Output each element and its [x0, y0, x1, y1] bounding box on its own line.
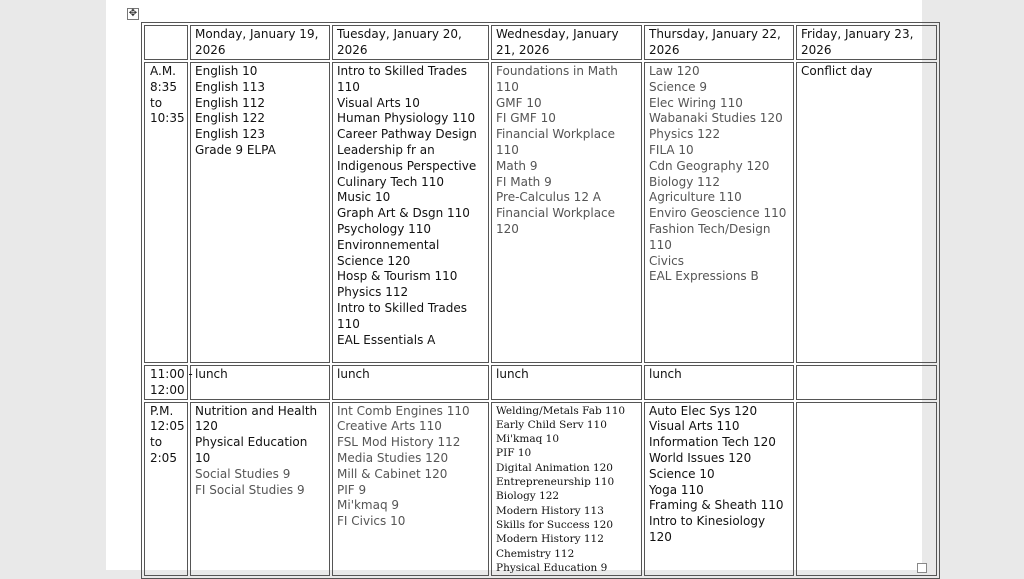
pm-thursday-cell[interactable]: [644, 402, 794, 577]
cell-line: Mi'kmaq 9: [337, 498, 400, 513]
cell-line: Psychology 110: [337, 221, 432, 236]
cell-line: 8:35: [150, 79, 177, 94]
cell-line: Leadership fr an Indigenous Perspective: [337, 142, 477, 173]
cell-line: Wabanaki Studies 120: [649, 111, 783, 126]
cell-line: Intro to Kinesiology 120: [649, 514, 766, 544]
cell-line: FI Math 9: [496, 174, 552, 189]
lunch-thursday-cell[interactable]: lunch: [644, 365, 794, 400]
exam-schedule-table: [141, 22, 940, 579]
header-cell-friday[interactable]: Friday, January 23, 2026: [796, 25, 937, 60]
cell-line: Enviro Geoscience 110: [649, 206, 787, 221]
cell-line: Early Child Serv 110: [496, 418, 607, 431]
pm-time-cell[interactable]: [144, 402, 188, 577]
cell-line: PIF 10: [496, 447, 532, 460]
cell-line: 11:00 -: [150, 367, 193, 381]
cell-line: Creative Arts 110: [337, 419, 442, 434]
cell-line: Biology 122: [496, 490, 560, 503]
am-monday-cell[interactable]: [190, 62, 330, 363]
lunch-friday-cell[interactable]: [796, 365, 937, 400]
lunch-wednesday-cell[interactable]: lunch: [491, 365, 642, 400]
cell-line: 2:05: [150, 450, 177, 465]
cell-line: English 123: [195, 127, 266, 142]
cell-line: Biology 112: [649, 174, 721, 189]
cell-line: Intro to Skilled Trades 110: [337, 64, 468, 94]
cell-line: Modern History 112: [496, 533, 604, 546]
cell-line: Nutrition and Health 120: [195, 403, 318, 434]
pm-row: [144, 402, 937, 577]
cell-line: A.M.: [150, 64, 176, 78]
cell-line: Digital Animation 120: [496, 461, 613, 474]
pm-monday-black-list: [195, 404, 325, 467]
pm-monday-gray-list: [195, 467, 325, 499]
am-time-cell[interactable]: [144, 62, 188, 363]
cell-line: GMF 10: [496, 95, 542, 110]
table-move-handle-icon[interactable]: ✥: [128, 8, 138, 19]
lunch-time-cell[interactable]: [144, 365, 193, 400]
cell-line: FI Civics 10: [337, 514, 406, 529]
cell-line: Framing & Sheath 110: [649, 498, 784, 513]
cell-line: Music 10: [337, 190, 391, 205]
cell-line: English 10: [195, 64, 258, 78]
cell-line: Entrepreneurship 110: [496, 476, 615, 489]
cell-line: Information Tech 120: [649, 435, 776, 450]
cell-line: Intro to Skilled Trades 110: [337, 300, 468, 331]
pm-wednesday-cell[interactable]: [491, 402, 642, 577]
cell-line: Agriculture 110: [649, 190, 742, 205]
cell-line: English 122: [195, 111, 266, 126]
lunch-tuesday-cell[interactable]: lunch: [332, 365, 489, 400]
cell-line: 12:05: [150, 419, 185, 434]
cell-line: Welding/Metals Fab 110: [496, 404, 626, 417]
cell-line: Elec Wiring 110: [649, 95, 743, 110]
pm-friday-cell[interactable]: [796, 402, 937, 577]
lunch-monday-cell[interactable]: lunch: [190, 365, 330, 400]
cell-line: Visual Arts 110: [649, 419, 740, 434]
cell-line: Yoga 110: [649, 482, 704, 497]
am-wednesday-cell[interactable]: [491, 62, 642, 363]
cell-line: 10:35: [150, 111, 185, 126]
cell-line: Physics 122: [649, 127, 721, 142]
cell-line: FI GMF 10: [496, 111, 556, 126]
am-row: [144, 62, 937, 363]
cell-line: Physics 112: [337, 285, 409, 300]
header-cell-time[interactable]: [144, 25, 188, 60]
cell-line: Mi'kmaq 10: [496, 433, 559, 446]
cell-line: EAL Essentials A: [337, 332, 436, 347]
cell-line: to: [150, 435, 163, 450]
cell-line: Culinary Tech 110: [337, 174, 445, 189]
cell-line: to: [150, 95, 163, 110]
cell-line: Graph Art & Dsgn 110: [337, 206, 470, 221]
cell-line: World Issues 120: [649, 450, 752, 465]
cell-line: Law 120: [649, 64, 700, 78]
table-resize-handle[interactable]: [917, 563, 927, 573]
cell-line: Media Studies 120: [337, 450, 449, 465]
am-tuesday-cell[interactable]: [332, 62, 489, 363]
header-cell-thursday[interactable]: Thursday, January 22, 2026: [644, 25, 794, 60]
cell-line: Mill & Cabinet 120: [337, 466, 448, 481]
cell-line: Chemistry 112: [496, 547, 575, 560]
cell-line: Science 9: [649, 79, 707, 94]
cell-line: Conflict day: [801, 64, 873, 78]
cell-line: FI Social Studies 9: [195, 482, 305, 497]
cell-line: Visual Arts 10: [337, 95, 420, 110]
cell-line: Environnemental Science 120: [337, 237, 440, 268]
cell-line: FILA 10: [649, 142, 694, 157]
cell-line: Cdn Geography 120: [649, 158, 770, 173]
cell-line: FSL Mod History 112: [337, 435, 461, 450]
cell-line: Civics: [649, 253, 684, 268]
cell-line: Foundations in Math 110: [496, 64, 618, 94]
lunch-row: [144, 365, 937, 400]
cell-line: Financial Workplace 110: [496, 127, 616, 157]
header-cell-wednesday[interactable]: Wednesday, January 21, 2026: [491, 25, 642, 60]
pm-monday-cell[interactable]: [190, 402, 330, 577]
header-cell-monday[interactable]: Monday, January 19, 2026: [190, 25, 330, 60]
cell-line: Human Physiology 110: [337, 111, 476, 126]
cell-line: PIF 9: [337, 482, 367, 497]
cell-line: 12:00: [150, 382, 185, 397]
cell-line: Fashion Tech/Design 110: [649, 221, 771, 252]
cell-line: English 113: [195, 79, 266, 94]
cell-line: Math 9: [496, 158, 538, 173]
cell-line: Pre-Calculus 12 A: [496, 190, 601, 205]
cell-line: Social Studies 9: [195, 466, 291, 481]
am-friday-cell[interactable]: [796, 62, 937, 363]
cell-line: English 112: [195, 95, 266, 110]
cell-line: Auto Elec Sys 120: [649, 403, 758, 418]
cell-line: Int Comb Engines 110: [337, 403, 470, 418]
cell-line: EAL Expressions B: [649, 269, 759, 284]
cell-line: Grade 9 ELPA: [195, 142, 276, 157]
pm-tuesday-cell[interactable]: [332, 402, 489, 577]
cell-line: Science 10: [649, 466, 715, 481]
cell-line: P.M.: [150, 403, 174, 418]
am-thursday-cell[interactable]: [644, 62, 794, 363]
cell-line: Modern History 113: [496, 504, 604, 517]
cell-line: Physical Education 10: [195, 435, 308, 465]
cell-line: Career Pathway Design: [337, 127, 477, 142]
header-row: [144, 25, 937, 60]
cell-line: Financial Workplace 120: [496, 206, 616, 236]
header-cell-tuesday[interactable]: Tuesday, January 20, 2026: [332, 25, 489, 60]
cell-line: Skills for Success 120: [496, 518, 614, 531]
cell-line: Physical Education 9: [496, 561, 608, 574]
cell-line: Hosp & Tourism 110: [337, 269, 458, 284]
